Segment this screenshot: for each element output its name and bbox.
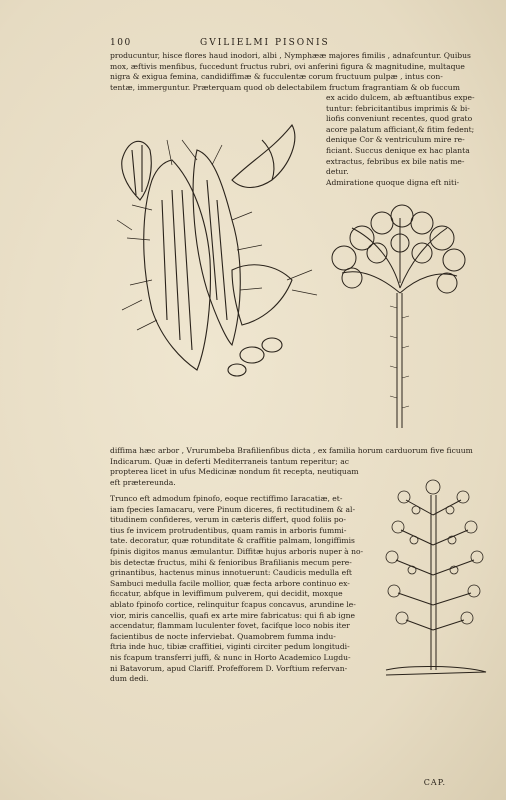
text-line: dum dedi. bbox=[110, 674, 149, 684]
text-line: tentæ, immerguntur. Præterquam quod ob delectabilem fructum fragrantiam & ob fuccum bbox=[110, 82, 460, 92]
paragraph-top bbox=[110, 51, 471, 93]
text-line: fpinis digitos manus æmulantur. Diffitæ hujus arboris nuper à no- bbox=[110, 546, 364, 556]
text-line: tius fe invicem protrudentibus, quam ramis in arboris fummi- bbox=[110, 525, 347, 535]
text-line: Trunco eft admodum fpinofo, eoque rectiffimo Iaracatiæ, et- bbox=[110, 494, 343, 503]
text-line: producuntur, hisce flores haud inodori, albi , Nymphææ majores fimilis , adnafcuntur. Quibus bbox=[110, 51, 471, 60]
cactus-illustration bbox=[112, 120, 322, 380]
text-line: tuntur: febricitantibus imprimis & bi- bbox=[326, 103, 470, 113]
text-line: grinantibus, hactenus minus innotuerunt: Caudicis medulla eft bbox=[110, 568, 352, 578]
text-line: liofis conveniunt recentes, quod grato bbox=[326, 114, 473, 124]
page-number: 100 bbox=[110, 38, 132, 48]
text-line: detur. bbox=[326, 167, 349, 177]
text-line: iam fpecies Iamacaru, vere Pinum diceres, fi rectitudinem & al- bbox=[110, 504, 356, 514]
text-line: Indicarum. Quæ in deferti Mediterraneis tantum reperitur; ac bbox=[110, 456, 349, 466]
text-line: Sambuci medulla facile mollior, quæ fecta arbore continuo ex- bbox=[110, 578, 350, 588]
text-line: nis fcapum transferri juffi, & nunc in Horto Academico Lugdu- bbox=[110, 652, 351, 662]
tree-illustration bbox=[376, 465, 491, 690]
text-line: facientibus de nocte inferviebat. Quamobrem fumma indu- bbox=[110, 631, 336, 641]
text-line: propterea licet in ufus Medicinæ nondum fit recepta, neutiquam bbox=[110, 467, 359, 477]
paragraph-right bbox=[326, 93, 475, 188]
text-line: bis detectæ fructus, mihi & fenioribus Brafilianis mecum pere- bbox=[110, 557, 352, 567]
plant-illustration-upper bbox=[322, 198, 467, 428]
text-line: diffima hæc arbor , Vrurumbeba Brafilienfibus dicta , ex familia horum carduorum five ficuum bbox=[110, 446, 473, 455]
text-line: ficiant. Succus denique ex hac planta bbox=[326, 145, 470, 155]
text-line: ftria inde huc, tibiæ craffitiei, viginti circiter pedum longitudi- bbox=[110, 642, 350, 652]
text-line: ni Batavorum, apud Clariff. Profefforem D. Vorftium refervan- bbox=[110, 663, 348, 673]
text-line: denique Cor & ventriculum mire re- bbox=[326, 135, 465, 145]
text-line: ex acido dulcem, ab æftuantibus expe- bbox=[326, 93, 475, 102]
text-line: ablato fpinofo cortice, relinquitur fcapus concavus, arundine le- bbox=[110, 599, 356, 609]
text-line: accendatur, flammam luculenter fovet, facifque loco nobis iter bbox=[110, 621, 350, 631]
text-line: ficcatur, abfque in leviffimum pulverem, qui decidit, moxque bbox=[110, 589, 343, 599]
running-title: GVILIELMI PISONIS bbox=[200, 38, 330, 48]
text-line: extractus, febribus ex bile natis me- bbox=[326, 156, 465, 166]
text-line: titudinem confideres, verum in cæteris differt, quod foliis po- bbox=[110, 515, 346, 525]
text-line: vior, miris cancellis, quafi ex arte mire fabricatus: qui fi ab igne bbox=[110, 610, 355, 620]
text-line: nigra & exigua femina, candidiffimæ & fucculentæ corum fructuum pulpæ , intus con- bbox=[110, 72, 443, 82]
catchword: CAP. bbox=[423, 778, 446, 787]
text-line: eft prætereunda. bbox=[110, 477, 176, 487]
text-line: acore palatum afficiant,& fitim fedent; bbox=[326, 124, 475, 134]
text-line: Admiratione quoque digna eft niti- bbox=[326, 177, 460, 187]
text-line: mox, æftivis menfibus, fuccedunt fructus rubri, ovi anferini figura & magnitudine, multaque bbox=[110, 61, 465, 71]
paragraph-lower bbox=[110, 494, 363, 685]
text-line: tate. decoratur, quæ rotunditate & craffitie palmam, longiffimis bbox=[110, 536, 355, 546]
